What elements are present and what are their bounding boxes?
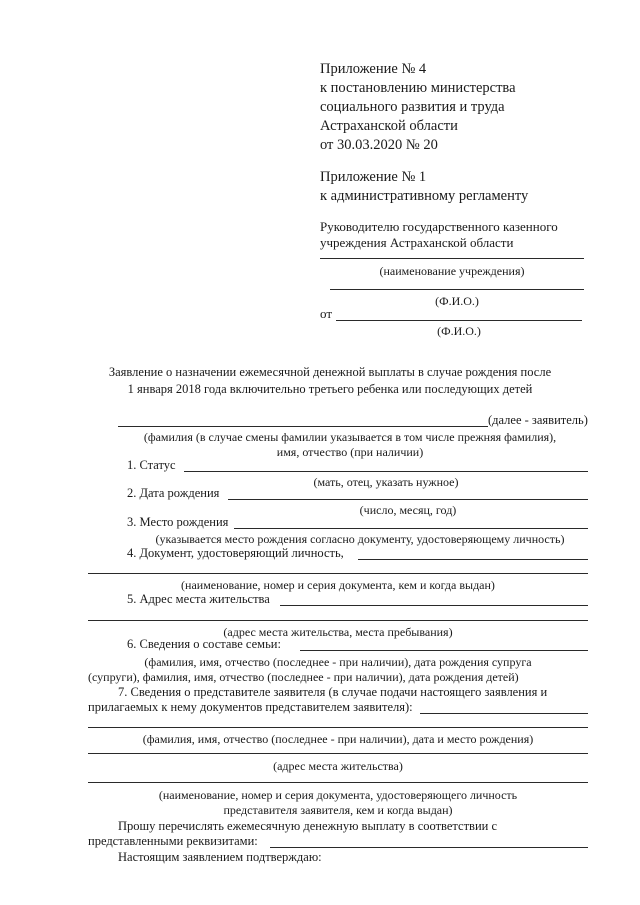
field-representative-caption3: (наименование, номер и серия документа, удостоверяющего личность xyxy=(158,788,518,802)
field-birthplace-caption: (указывается место рождения согласно документу, удостоверяющему личность) xyxy=(155,532,565,546)
head-fio-line xyxy=(330,289,584,290)
field-id-doc-line2 xyxy=(88,573,588,574)
from-label: от xyxy=(320,306,333,321)
applicant-caption2: имя, отчество (при наличии) xyxy=(276,445,424,459)
institution-name-line xyxy=(320,258,584,259)
field-representative-line-c xyxy=(88,753,588,754)
field-id-doc-label: 4. Документ, удостоверяющий личность, xyxy=(127,546,344,560)
field-birthplace-label: 3. Место рождения xyxy=(127,515,229,529)
confirm-line: Настоящим заявлением подтверждаю: xyxy=(118,850,322,864)
field-representative-line-a xyxy=(420,713,588,714)
request-details-line xyxy=(270,847,588,848)
field-representative-caption1: (фамилия, имя, отчество (последнее - при наличии), дата и место рождения) xyxy=(142,732,534,746)
addressee-line1: Руководителю государственного казенного xyxy=(320,219,558,234)
field-representative-line1: 7. Сведения о представителе заявителя (в случае подачи настоящего заявления и xyxy=(118,685,548,699)
field-representative-line-d xyxy=(88,782,588,783)
field-address-line1 xyxy=(280,605,588,606)
appendix4-line3: социального развития и труда xyxy=(320,99,505,115)
field-family-line xyxy=(300,650,588,651)
field-address-caption: (адрес места жительства, места пребывания) xyxy=(223,625,453,639)
field-status-caption: (мать, отец, указать нужное) xyxy=(313,475,459,489)
field-address-line2 xyxy=(88,620,588,621)
field-representative-caption4: представителя заявителя, кем и когда выдан) xyxy=(223,803,453,817)
head-fio-caption: (Ф.И.О.) xyxy=(435,294,479,308)
request-line2: представленными реквизитами: xyxy=(88,834,258,848)
field-family-caption2: (супруги), фамилия, имя, отчество (последнее - при наличии), дата рождения детей) xyxy=(88,670,519,684)
applicant-suffix: (далее - заявитель) xyxy=(488,413,588,427)
appendix1-line2: к административному регламенту xyxy=(320,188,529,204)
title-line2: 1 января 2018 года включительно третьего ребенка или последующих детей xyxy=(127,382,533,396)
field-status-label: 1. Статус xyxy=(127,458,176,472)
appendix4-line2: к постановлению министерства xyxy=(320,80,516,96)
title-line1: Заявление о назначении ежемесячной денежной выплаты в случае рождения после xyxy=(108,365,552,379)
appendix1-line1: Приложение № 1 xyxy=(320,169,427,185)
applicant-caption1: (фамилия (в случае смены фамилии указывается в том числе прежняя фамилия), xyxy=(143,430,557,444)
field-birthdate-caption: (число, месяц, год) xyxy=(359,503,457,517)
applicant-fio-line xyxy=(336,320,582,321)
field-representative-caption2: (адрес места жительства) xyxy=(273,759,403,773)
field-status-line xyxy=(184,471,588,472)
appendix4-line1: Приложение № 4 xyxy=(320,61,427,77)
appendix4-line4: Астраханской области xyxy=(320,118,458,134)
field-birthplace-line xyxy=(234,528,588,529)
field-family-label: 6. Сведения о составе семьи: xyxy=(127,637,281,651)
field-birthdate-line xyxy=(228,499,588,500)
addressee-line2: учреждения Астраханской области xyxy=(320,235,514,250)
field-address-label: 5. Адрес места жительства xyxy=(127,592,270,606)
applicant-name-line xyxy=(118,426,488,427)
field-family-caption1: (фамилия, имя, отчество (последнее - при наличии), дата рождения супруга xyxy=(144,655,532,669)
field-id-doc-line1 xyxy=(358,559,588,560)
appendix4-line5: от 30.03.2020 № 20 xyxy=(320,137,438,153)
field-id-doc-caption: (наименование, номер и серия документа, кем и когда выдан) xyxy=(181,578,495,592)
applicant-fio-caption: (Ф.И.О.) xyxy=(437,324,481,338)
field-birthdate-label: 2. Дата рождения xyxy=(127,486,220,500)
field-representative-line2: прилагаемых к нему документов представителем заявителя): xyxy=(88,700,413,714)
institution-name-caption: (наименование учреждения) xyxy=(379,264,525,278)
field-representative-line-b xyxy=(88,727,588,728)
request-line1: Прошу перечислять ежемесячную денежную выплату в соответствии с xyxy=(118,819,498,833)
